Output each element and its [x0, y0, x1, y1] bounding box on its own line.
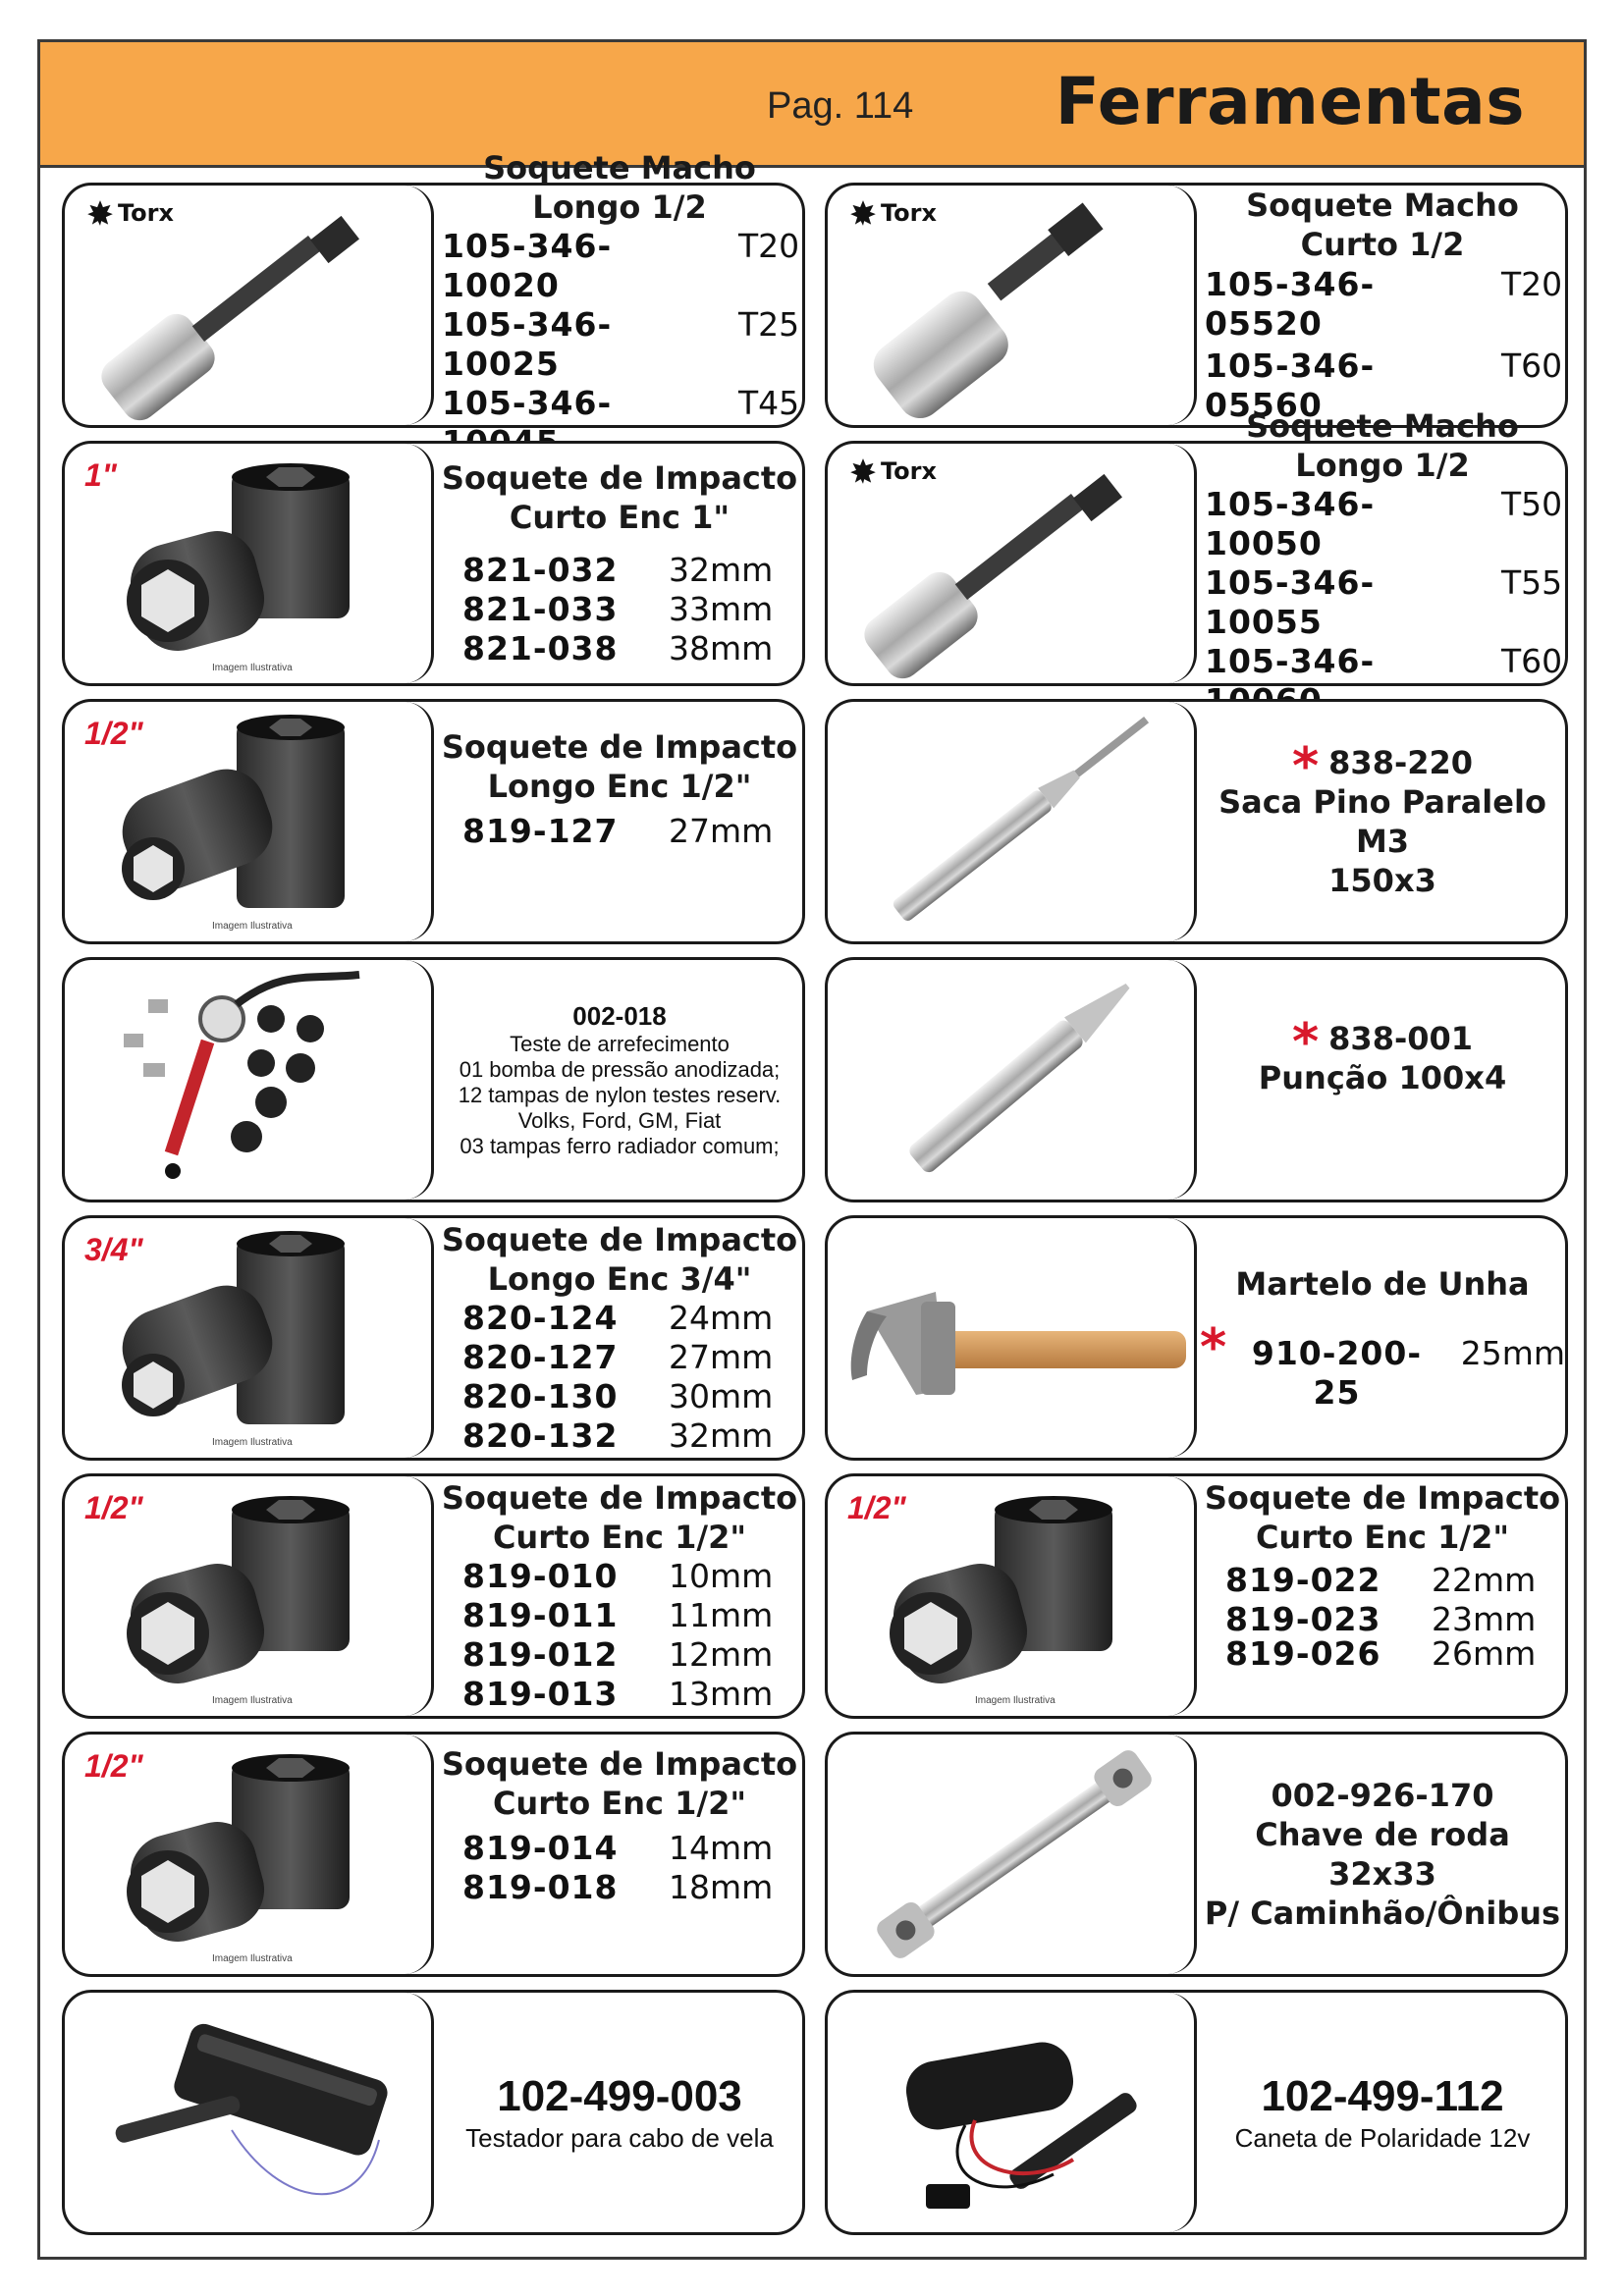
product-code: 821-032: [462, 551, 619, 589]
product-line: Punção 100x4: [1258, 1059, 1507, 1096]
product-row: [462, 1377, 777, 1416]
product-image: [65, 1735, 434, 1974]
product-code-line: [1291, 1013, 1474, 1072]
product-code: 838-001: [1328, 1020, 1474, 1057]
asterisk-icon: *: [1291, 1013, 1320, 1072]
asterisk-icon: *: [1291, 737, 1320, 796]
product-info: [437, 444, 802, 683]
product-size: 24mm: [669, 1299, 774, 1337]
product-heading: Martelo de Unha: [1235, 1264, 1530, 1303]
product-card-torx-long-2: [825, 407, 1568, 686]
product-line: 12 tampas de nylon testes reserv.: [458, 1083, 782, 1107]
product-code: 105-346-10055: [1205, 563, 1376, 641]
pin-punch-picture: [828, 702, 1197, 941]
product-line: 03 tampas ferro radiador comum;: [460, 1134, 780, 1158]
product-heading: Longo 1/2: [532, 188, 707, 226]
product-info: [437, 1993, 802, 2232]
product-code: 002-926-170: [1271, 1777, 1494, 1814]
product-size: 23mm: [1432, 1600, 1537, 1638]
product-size: T45: [738, 384, 800, 422]
product-image: [65, 1993, 434, 2232]
product-info: [437, 1476, 802, 1716]
product-size: T25: [738, 305, 800, 344]
product-code: 819-018: [462, 1868, 619, 1906]
product-size: 10mm: [669, 1557, 774, 1595]
product-info: [437, 702, 802, 941]
product-info: [437, 1735, 802, 1974]
torx-socket-short-picture: [828, 186, 1197, 425]
product-heading: Curto Enc 1": [509, 499, 731, 536]
product-heading: Soquete Macho: [1246, 187, 1519, 224]
product-row: [1205, 265, 1563, 344]
product-size: 25mm: [1460, 1333, 1565, 1372]
product-code: 819-026: [1225, 1634, 1381, 1673]
impact-socket-picture: [65, 444, 434, 683]
product-info: [1200, 186, 1565, 425]
product-row: [462, 1635, 777, 1675]
product-code: 105-346-10050: [1205, 485, 1376, 562]
product-row: [462, 1338, 777, 1377]
impact-socket-picture: [65, 1476, 434, 1716]
product-image: [65, 960, 434, 1200]
torx-badge: Torx: [86, 199, 174, 227]
product-code: 105-346-10020: [442, 227, 613, 304]
product-line: M3: [1355, 823, 1410, 860]
product-row: [462, 1299, 777, 1338]
product-row: [462, 1868, 777, 1907]
product-row: [462, 1675, 777, 1714]
product-heading: Soquete de Impacto: [441, 728, 798, 766]
product-row: [1225, 1561, 1540, 1600]
product-size: 27mm: [669, 1338, 774, 1376]
product-card-impact-long-3-4: [62, 1215, 805, 1461]
product-info: [1200, 1476, 1565, 1716]
product-code: 002-018: [572, 1001, 667, 1031]
product-code: 820-124: [462, 1299, 619, 1337]
product-code: 819-022: [1225, 1561, 1381, 1599]
drive-size-label: 1/2": [84, 1490, 143, 1525]
product-code: 819-010: [462, 1557, 619, 1595]
product-code: 820-130: [462, 1377, 619, 1415]
product-line: Teste de arrefecimento: [510, 1032, 730, 1056]
product-size: 32mm: [669, 1416, 774, 1455]
product-row: [462, 1596, 777, 1635]
product-description: Caneta de Polaridade 12v: [1234, 2123, 1531, 2153]
product-card-puncao: [825, 957, 1568, 1202]
product-heading: Soquete de Impacto: [441, 1745, 798, 1783]
product-size: 14mm: [669, 1829, 774, 1867]
image-caption: Imagem Ilustrativa: [212, 1437, 293, 1448]
product-card-impact-1in: [62, 441, 805, 686]
product-size: 27mm: [669, 812, 774, 850]
product-card-impact-short-half-3: [62, 1732, 805, 1977]
polarity-pen-picture: [828, 1993, 1197, 2232]
product-image: [828, 702, 1197, 941]
product-size: 13mm: [669, 1675, 774, 1713]
wheel-wrench-picture: [828, 1735, 1197, 1974]
product-size: 12mm: [669, 1635, 774, 1674]
product-row: [462, 629, 777, 668]
product-image: [65, 186, 434, 425]
product-row: [1205, 563, 1563, 642]
drive-size-label: 1/2": [847, 1490, 906, 1525]
drive-size-label: 1": [84, 457, 117, 493]
product-code: 821-038: [462, 629, 619, 667]
product-heading: Soquete Macho: [483, 149, 756, 187]
torx-socket-long-picture: [65, 186, 434, 425]
product-info: [437, 1218, 802, 1458]
product-heading: Longo Enc 1/2": [487, 768, 752, 805]
product-row: [462, 1416, 777, 1456]
product-code: 820-127: [462, 1338, 619, 1376]
image-caption: Imagem Ilustrativa: [212, 1953, 293, 1964]
product-line: Saca Pino Paralelo: [1218, 783, 1546, 821]
product-image: [65, 1218, 434, 1458]
product-card-impact-long-half: [62, 699, 805, 944]
product-row: [462, 590, 777, 629]
product-image: [828, 1218, 1197, 1458]
torx-badge: Torx: [849, 457, 937, 485]
center-punch-picture: [828, 960, 1197, 1200]
image-caption: Imagem Ilustrativa: [212, 921, 293, 932]
product-row: [462, 1557, 777, 1596]
page-title: Ferramentas: [1055, 64, 1525, 139]
product-card-testador: [62, 1990, 805, 2235]
page-header: [40, 42, 1584, 168]
product-row: [1205, 485, 1563, 563]
product-heading: Soquete de Impacto: [441, 459, 798, 497]
spark-plug-tester-picture: [65, 1993, 434, 2232]
product-code: 838-220: [1328, 744, 1474, 781]
product-row: [462, 551, 777, 590]
product-card-torx-short: [825, 183, 1568, 428]
product-info: [437, 960, 802, 1200]
product-size: 22mm: [1432, 1561, 1537, 1599]
drive-size-label: 3/4": [84, 1232, 143, 1267]
product-code: 819-012: [462, 1635, 619, 1674]
product-code: 105-346-: [1205, 642, 1376, 680]
product-image: [828, 1476, 1197, 1716]
product-row: [442, 305, 800, 384]
product-card-caneta: [825, 1990, 1568, 2235]
product-size: T50: [1501, 485, 1563, 523]
product-image: [828, 1735, 1197, 1974]
product-code-line: [1291, 737, 1474, 796]
product-size: T60: [1501, 642, 1563, 680]
product-size: 32mm: [669, 551, 774, 589]
product-code: 105-346-10025: [442, 305, 613, 383]
image-caption: Imagem Ilustrativa: [212, 663, 293, 673]
product-row: [1225, 1634, 1540, 1673]
product-heading: Curto 1/2: [1300, 226, 1465, 263]
product-image: [828, 444, 1197, 683]
product-line: P/ Caminhão/Ônibus: [1204, 1895, 1561, 1932]
product-heading: Longo Enc 3/4": [487, 1260, 752, 1298]
product-code: 105-346-05520: [1205, 265, 1376, 344]
product-code: 819-014: [462, 1829, 619, 1867]
product-size: T60: [1501, 347, 1563, 385]
asterisk-icon: *: [1200, 1317, 1227, 1377]
product-info: [1200, 702, 1565, 941]
product-code: 819-023: [1225, 1600, 1381, 1638]
product-info: [1200, 1218, 1565, 1458]
product-heading: Curto Enc 1/2": [492, 1785, 747, 1822]
product-card-chave-roda: [825, 1732, 1568, 1977]
product-size: 26mm: [1432, 1634, 1537, 1673]
product-code: 819-127: [462, 812, 619, 850]
product-info: [1200, 1993, 1565, 2232]
product-size: 33mm: [669, 590, 774, 628]
product-size: 18mm: [669, 1868, 774, 1906]
product-card-martelo: [825, 1215, 1568, 1461]
product-row: [1225, 1600, 1540, 1639]
product-image: [828, 186, 1197, 425]
product-code: 910-200-25: [1251, 1333, 1423, 1412]
product-line: 150x3: [1328, 862, 1436, 899]
product-line: Chave de roda 32x33: [1255, 1816, 1510, 1893]
product-row: [1200, 1317, 1565, 1413]
product-info: [437, 149, 802, 425]
product-code: 102-499-003: [497, 2072, 742, 2120]
page-number: Pag. 114: [767, 85, 914, 127]
product-code: 105-346-05560: [1205, 347, 1376, 424]
product-card-torx-long-1: [62, 149, 805, 428]
impact-socket-long-picture: [65, 702, 434, 941]
product-size: 38mm: [669, 629, 774, 667]
product-card-impact-short-half-1: [62, 1473, 805, 1719]
drive-size-label: 1/2": [84, 1748, 143, 1784]
product-size: T55: [1501, 563, 1563, 602]
product-code: 820-132: [462, 1416, 619, 1455]
product-image: [65, 1476, 434, 1716]
product-heading: Soquete de Impacto: [441, 1221, 798, 1258]
product-card-impact-short-half-2: [825, 1473, 1568, 1719]
image-caption: Imagem Ilustrativa: [212, 1695, 293, 1706]
product-heading: Soquete de Impacto: [441, 1479, 798, 1517]
product-row: [462, 1829, 777, 1868]
product-size: 30mm: [669, 1377, 774, 1415]
product-code: 105-346-: [442, 384, 613, 422]
product-line: 01 bomba de pressão anodizada;: [459, 1057, 781, 1082]
product-card-saca-pino: [825, 699, 1568, 944]
impact-socket-picture: [65, 1735, 434, 1974]
product-image: [828, 960, 1197, 1200]
product-code: 819-013: [462, 1675, 619, 1713]
product-size: T20: [738, 227, 800, 265]
product-size: 11mm: [669, 1596, 774, 1634]
product-line: Volks, Ford, GM, Fiat: [517, 1108, 722, 1133]
torx-badge: Torx: [849, 199, 937, 227]
product-heading: Curto Enc 1/2": [492, 1519, 747, 1556]
product-card-cooling-test: [62, 957, 805, 1202]
product-code: 819-011: [462, 1596, 619, 1634]
claw-hammer-picture: [828, 1218, 1197, 1458]
product-heading: Soquete de Impacto: [1204, 1479, 1561, 1517]
product-image: [828, 1993, 1197, 2232]
product-row: [442, 227, 800, 305]
product-heading: Curto Enc 1/2": [1255, 1519, 1510, 1556]
image-caption: Imagem Ilustrativa: [975, 1695, 1056, 1706]
product-heading: Soquete Macho: [1246, 407, 1519, 445]
product-info: [1200, 1735, 1565, 1974]
drive-size-label: 1/2": [84, 716, 143, 751]
product-row: [462, 812, 777, 851]
product-code: 102-499-112: [1261, 2072, 1504, 2120]
impact-socket-long-picture: [65, 1218, 434, 1458]
product-size: T20: [1501, 265, 1563, 304]
torx-socket-long-picture: [828, 444, 1197, 683]
product-image: [65, 702, 434, 941]
cooling-test-kit-picture: [65, 960, 434, 1200]
product-info: [1200, 407, 1565, 683]
product-description: Testador para cabo de vela: [465, 2123, 774, 2153]
product-code: 821-033: [462, 590, 619, 628]
product-image: [65, 444, 434, 683]
product-heading: Longo 1/2: [1295, 447, 1470, 484]
impact-socket-picture: [828, 1476, 1197, 1716]
product-info: [1200, 960, 1565, 1200]
